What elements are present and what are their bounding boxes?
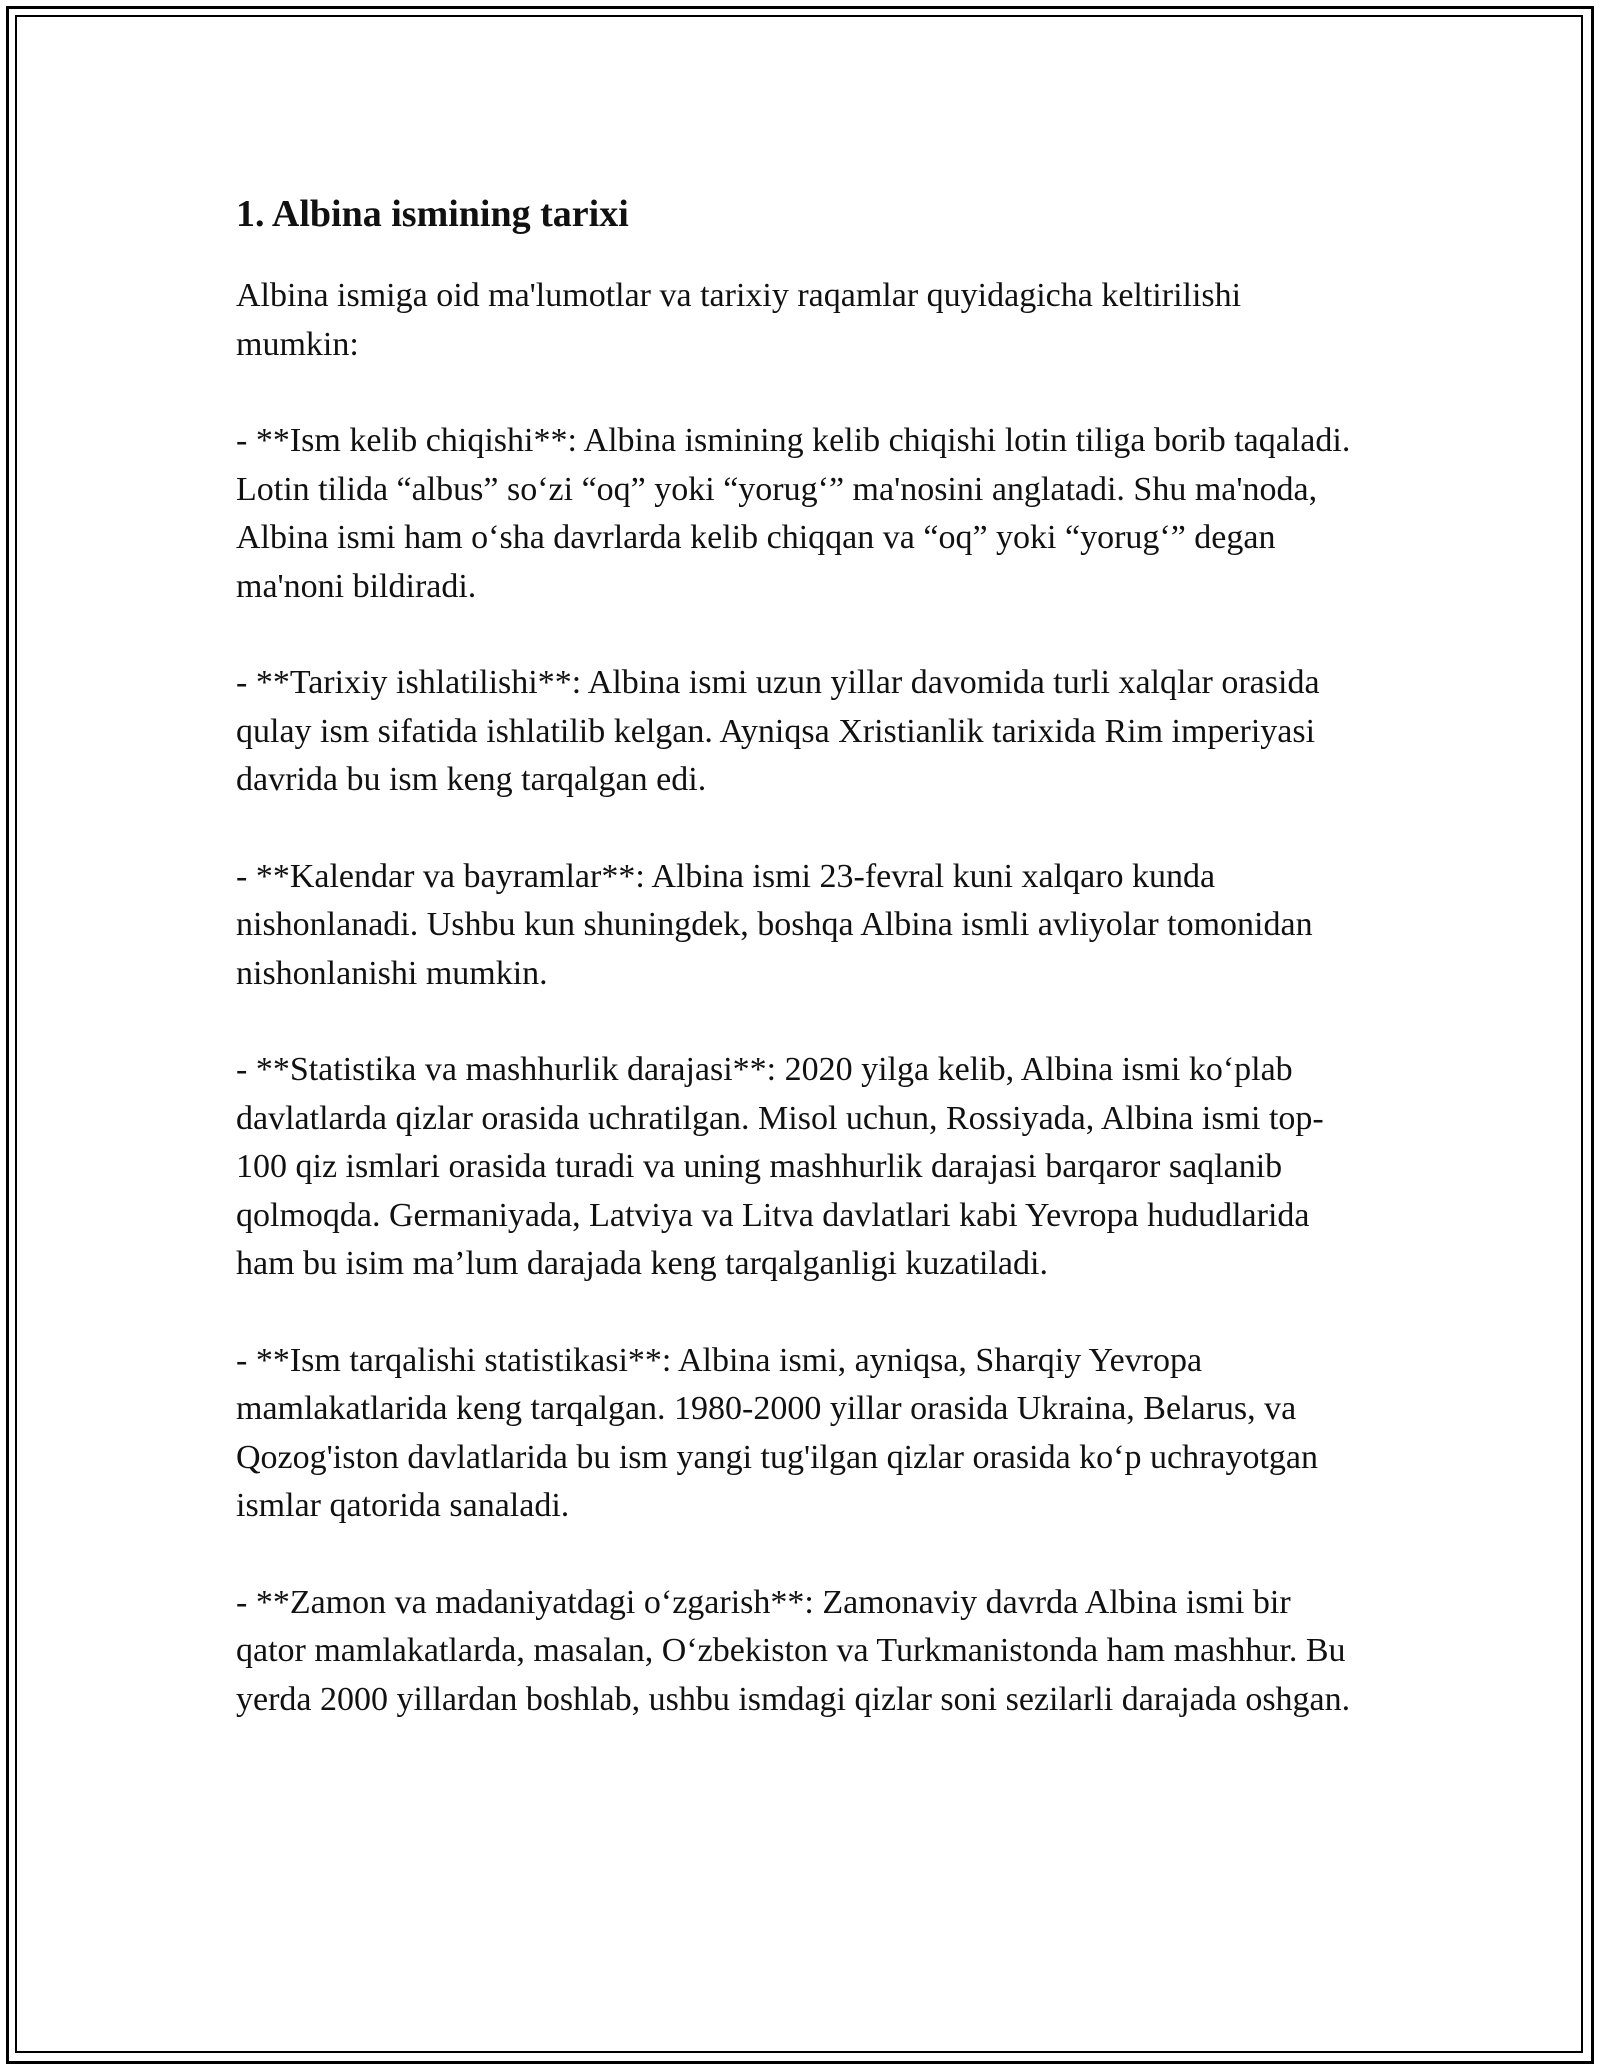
document-body xyxy=(236,186,1366,1772)
section-distribution: - **Ism tarqalishi statistikasi**: Albina ismi, ayniqsa, Sharqiy Yevropa mamlakatlarida keng tarqalgan. 1980-2000 yillar orasida Ukraina, Belarus, va Qozog'iston davlatlarida bu ism yangi tug'ilgan qizlar orasida ko‘p uchrayotgan ismlar qatorida sanaladi. xyxy=(236,1341,1319,1524)
section-origin: - **Ism kelib chiqishi**: Albina ismining kelib chiqishi lotin tiliga borib taqaladi. Lotin tilida “albus” so‘zi “oq” yoki “yorug‘” ma'nosini anglatadi. Shu ma'noda, Albina ismi ham o‘sha davrlarda kelib chiqqan va “oq” yoki “yorug‘” degan ma'noni bildiradi. xyxy=(236,422,1351,605)
page-title: 1. Albina ismining tarixi xyxy=(236,193,629,235)
section-modern-change: - **Zamon va madaniyatdagi o‘zgarish**: Zamonaviy davrda Albina ismi bir qator mamlakatlarda, masalan, O‘zbekiston va Turkmanistonda ham mashhur. Bu yerda 2000 yillardan boshlab, ushbu ismdagi qizlar soni sezilarli darajada oshgan. xyxy=(236,1583,1351,1718)
section-calendar: - **Kalendar va bayramlar**: Albina ismi 23-fevral kuni xalqaro kunda nishonlanadi. Ushbu kun shuningdek, boshqa Albina ismli avliyolar tomonidan nishonlanishi mumkin. xyxy=(236,857,1313,992)
intro-paragraph: Albina ismiga oid ma'lumotlar va tarixiy raqamlar quyidagicha keltirilishi mumkin: xyxy=(236,277,1242,363)
section-popularity: - **Statistika va mashhurlik darajasi**: 2020 yilga kelib, Albina ismi ko‘plab davlatlarda qizlar orasida uchratilgan. Misol uchun, Rossiyada, Albina ismi top-100 qiz ismlari orasida turadi va uning mashhurlik darajasi barqaror saqlanib qolmoqda. Germaniyada, Latviya va Litva davlatlari kabi Yevropa hududlarida ham bu isim ma’lum darajada keng tarqalganligi kuzatiladi. xyxy=(236,1051,1324,1282)
section-historical-usage: - **Tarixiy ishlatilishi**: Albina ismi uzun yillar davomida turli xalqlar orasida qulay ism sifatida ishlatilib kelgan. Ayniqsa Xristianlik tarixida Rim imperiyasi davrida bu ism keng tarqalgan edi. xyxy=(236,664,1320,798)
